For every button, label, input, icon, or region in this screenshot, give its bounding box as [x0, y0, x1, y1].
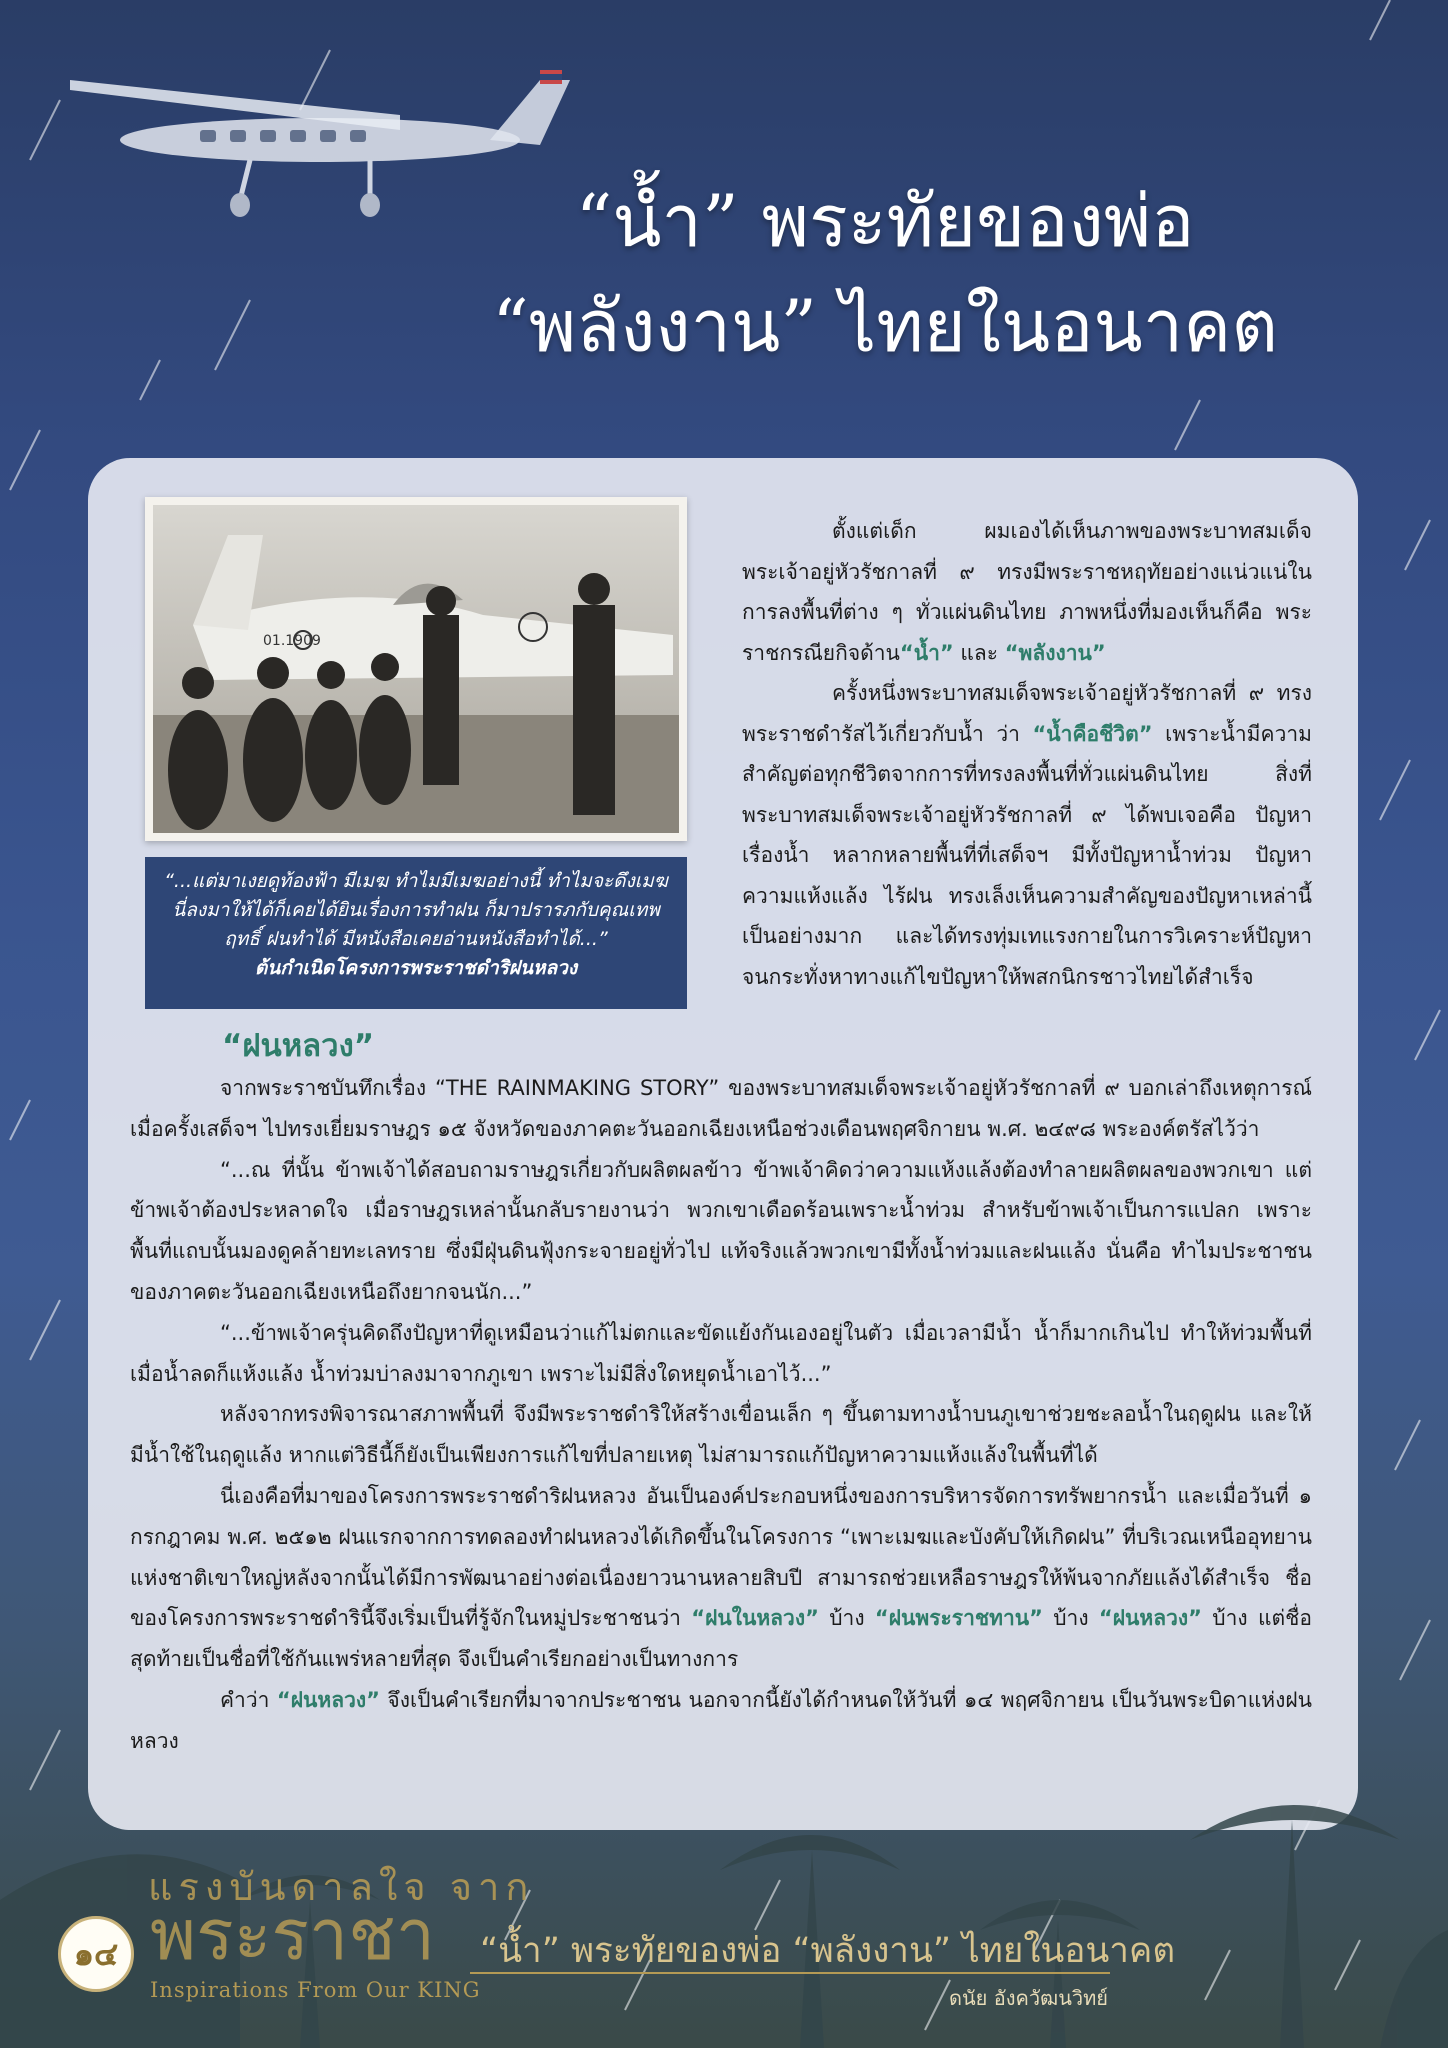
highlight-term: “ฝนหลวง”: [1098, 1606, 1202, 1631]
historical-photo: [145, 497, 687, 841]
body-paragraph: นี่เองคือที่มาของโครงการพระราชดำริฝนหลวง อันเป็นองค์ประกอบหนึ่งของการบริหารจัดการทรัพยากรน้ำ และเมื่อวันที่ ๑ กรกฎาคม พ.ศ. ๒๕๑๒ ฝนแรกจากการทดลองทำฝนหลวงได้เกิดขึ้นในโครงการ “เพาะเมฆและบังคับให้เกิดฝน” ที่บริเวณเหนืออุทยานแห่งชาติเขาใหญ่หลังจากนั้นได้มีการพัฒนาอย่างต่อเนื่องยาวนานหลายสิบปี สามารถช่วยเหลือราษฎรให้พ้นจากภัยแล้งได้สำเร็จ ชื่อของโครงการพระราชดำรินี้จึงเริ่มเป็นที่รู้จักในหมู่ประชาชนว่า “ฝนในหลวง” บ้าง “ฝนพระราชทาน” บ้าง “ฝนหลวง” บ้าง แต่ชื่อสุดท้ายเป็นชื่อที่ใช้กันแพร่หลายที่สุด จึงเป็นคำเรียกอย่างเป็นทางการ: [130, 1483, 1312, 1672]
caption-source: ต้นกำเนิดโครงการพระราชดำริฝนหลวง: [254, 957, 578, 979]
photo-caption: [145, 857, 687, 1009]
page-title-line2: “พลังงาน” ไทยในอนาคต: [491, 284, 1279, 368]
brand-logo-title: พระราชา: [150, 1894, 436, 1976]
highlight-term: “ฝนในหลวง”: [691, 1606, 819, 1631]
footer-divider: [470, 1972, 1110, 1974]
intro-paragraph-2: ครั้งหนึ่งพระบาทสมเด็จพระเจ้าอยู่หัวรัชกาลที่ ๙ ทรงพระราชดำรัสไว้เกี่ยวกับน้ำ ว่า “น้ำคือชีวิต” เพราะน้ำมีความสำคัญต่อทุกชีวิตจากการที่ทรงลงพื้นที่ทั่วแผ่นดินไทย สิ่งที่พระบาทสมเด็จพระเจ้าอยู่หัวรัชกาลที่ ๙ ได้พบเจอคือ ปัญหาเรื่องน้ำ หลากหลายพื้นที่ที่เสด็จฯ มีทั้งปัญหาน้ำท่วม ปัญหาความแห้งแล้ง ไร้ฝน ทรงเล็งเห็นความสำคัญของปัญหาเหล่านี้เป็นอย่างมาก และได้ทรงทุ่มเทแรงกายในการวิเคราะห์ปัญหา จนกระทั่งหาทางแก้ไขปัญหาให้พสกนิกรชาวไทยได้สำเร็จ: [742, 681, 1312, 989]
footer-author: ดนัย อังควัฒนวิทย์: [949, 1986, 1108, 2010]
caption-quote: “...แต่มาเงยดูท้องฟ้า มีเมฆ ทำไมมีเมฆอย่างนี้ ทำไมจะดึงเมฆนี่ลงมาให้ได้ก็เคยได้ยินเรื่องการทำฝน ก็มาปรารภกับคุณเทพฤทธิ์ ฝนทำได้ มีหนังสือเคยอ่านหนังสือทำได้...”: [164, 870, 668, 950]
highlight-term: “ฝนหลวง”: [276, 1687, 380, 1712]
footer-article-title: “น้ำ” พระทัยของพ่อ “พลังงาน” ไทยในอนาคต: [480, 1931, 1176, 1971]
plane-registration: 01.1909: [263, 633, 321, 649]
photo-illustration: [153, 505, 679, 833]
body-paragraph: คำว่า “ฝนหลวง” จึงเป็นคำเรียกที่มาจากประชาชน นอกจากนี้ยังได้กำหนดให้วันที่ ๑๔ พฤศจิกายน เป็นวันพระบิดาแห่งฝนหลวง: [130, 1687, 1312, 1753]
section-body: [130, 1068, 1312, 1762]
brand-logo-english: Inspirations From Our KING: [150, 1978, 481, 2002]
highlight-water: “น้ำ”: [899, 640, 954, 665]
highlight-energy: “พลังงาน”: [1004, 640, 1106, 665]
intro-column: [742, 511, 1312, 997]
page-number: ๑๔: [58, 1916, 134, 1992]
intro-paragraph-1: ตั้งแต่เด็ก ผมเองได้เห็นภาพของพระบาทสมเด็จพระเจ้าอยู่หัวรัชกาลที่ ๙ ทรงมีพระราชหฤทัยอย่างแน่วแน่ในการลงพื้นที่ต่าง ๆ ทั่วแผ่นดินไทย ภาพหนึ่งที่มองเห็นก็คือ พระราชกรณียกิจด้าน“น้ำ” และ “พลังงาน”: [742, 519, 1312, 665]
highlight-term: “ฝนพระราชทาน”: [874, 1606, 1043, 1631]
body-paragraph: จากพระราชบันทึกเรื่อง “THE RAINMAKING STORY” ของพระบาทสมเด็จพระเจ้าอยู่หัวรัชกาลที่ ๙ บอกเล่าถึงเหตุการณ์เมื่อครั้งเสด็จฯ ไปทรงเยี่ยมราษฎร ๑๕ จังหวัดของภาคตะวันออกเฉียงเหนือช่วงเดือนพฤศจิกายน พ.ศ. ๒๔๙๘ พระองค์ตรัสไว้ว่า: [130, 1076, 1312, 1141]
highlight-water-is-life: “น้ำคือชีวิต”: [1032, 721, 1153, 746]
section-heading: “ฝนหลวง”: [222, 1028, 375, 1064]
body-paragraph: หลังจากทรงพิจารณาสภาพพื้นที่ จึงมีพระราชดำริให้สร้างเขื่อนเล็ก ๆ ขึ้นตามทางน้ำบนภูเขาช่วยชะลอน้ำในฤดูฝน และให้มีน้ำใช้ในฤดูแล้ง หากแต่วิธีนี้ก็ยังเป็นเพียงการแก้ไขที่ปลายเหตุ ไม่สามารถแก้ปัญหาความแห้งแล้งในพื้นที่ได้: [130, 1402, 1312, 1468]
brand-logo-thai: แรงบันดาลใจ จาก: [148, 1865, 535, 1909]
page-title-line1: “น้ำ” พระทัยของพ่อ: [575, 179, 1195, 263]
body-paragraph: “...ข้าพเจ้าครุ่นคิดถึงปัญหาที่ดูเหมือนว่าแก้ไม่ตกและขัดแย้งกันเองอยู่ในตัว เมื่อเวลามีน้ำ น้ำก็มากเกินไป ทำให้ท่วมพื้นที่ เมื่อน้ำลดก็แห้งแล้ง น้ำท่วมบ่าลงมาจากภูเขา เพราะไม่มีสิ่งใดหยุดน้ำเอาไว้...”: [130, 1320, 1312, 1386]
body-paragraph: “...ณ ที่นั้น ข้าพเจ้าได้สอบถามราษฎรเกี่ยวกับผลิตผลข้าว ข้าพเจ้าคิดว่าความแห้งแล้งต้องทำลายผลิตผลของพวกเขา แต่ข้าพเจ้าต้องประหลาดใจ เมื่อราษฎรเหล่านั้นกลับรายงานว่า พวกเขาเดือดร้อนเพราะน้ำท่วม สำหรับข้าพเจ้าเป็นการแปลก เพราะพื้นที่แถบนั้นมองดูคล้ายทะเลทราย ซึ่งมีฝุ่นดินฟุ้งกระจายอยู่ทั่วไป แท้จริงแล้วพวกเขามีทั้งน้ำท่วมและฝนแล้ง นั่นคือ ทำไมประชาชนของภาคตะวันออกเฉียงเหนือถึงยากจนนัก...”: [130, 1157, 1312, 1304]
